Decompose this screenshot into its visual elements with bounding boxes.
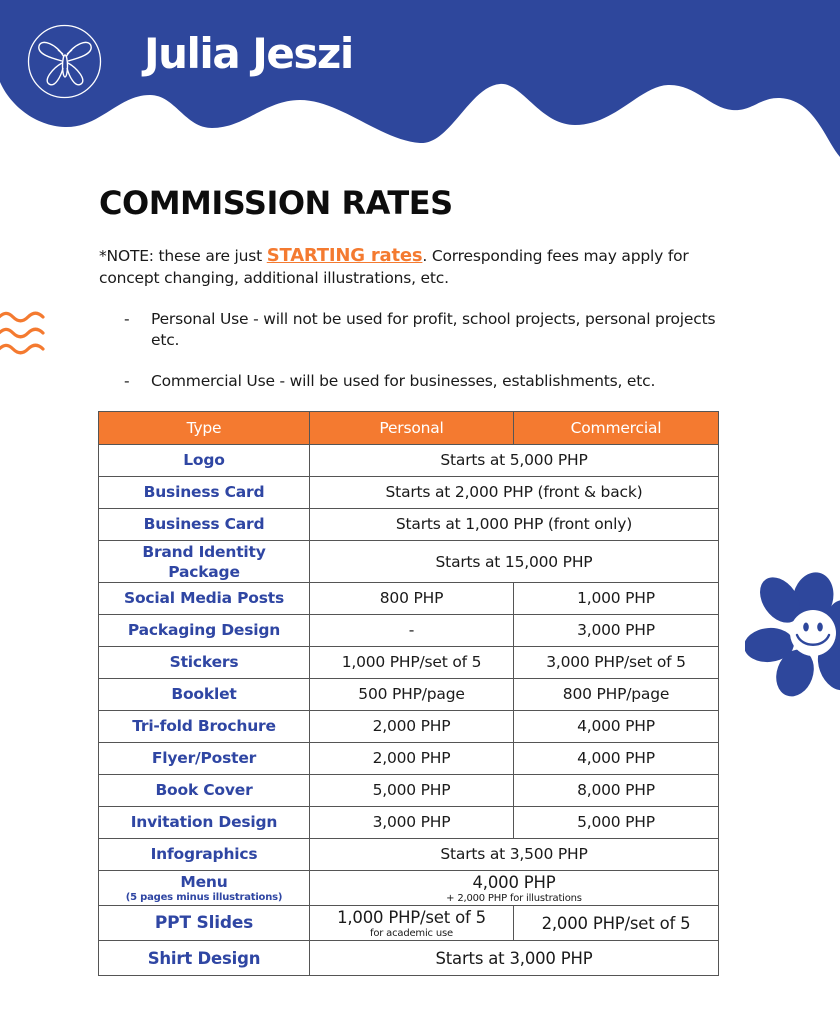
price-commercial: 4,000 PHP	[514, 743, 719, 775]
table-row	[99, 775, 719, 807]
service-type: Shirt Design	[99, 941, 310, 976]
price-commercial: 2,000 PHP/set of 5	[514, 906, 719, 941]
table-row	[99, 615, 719, 647]
note-highlight: STARTING rates	[266, 245, 423, 266]
price-personal: 800 PHP	[310, 583, 514, 615]
price-personal-cell	[310, 906, 514, 941]
brand-name: Julia Jeszi	[144, 29, 353, 78]
price-personal: -	[310, 615, 514, 647]
starting-rates-note	[99, 245, 749, 289]
price-commercial: 1,000 PHP	[514, 583, 719, 615]
table-row	[99, 871, 719, 906]
table-row	[99, 583, 719, 615]
price-note: for academic use	[370, 927, 453, 939]
service-type: Logo	[99, 445, 310, 477]
table-header-row	[99, 412, 719, 445]
note-suffix: . Corresponding fees may apply for concept changing, additional illustrations, etc.	[99, 247, 689, 287]
price-all-uses: Starts at 3,000 PHP	[310, 941, 719, 976]
table-row	[99, 906, 719, 941]
bullet-commercial-use	[99, 371, 739, 392]
banner-wave-shape	[0, 0, 840, 157]
bullet-text: Commercial Use - will be used for businesses, establishments, etc.	[151, 372, 656, 390]
price-all-uses: Starts at 3,500 PHP	[310, 839, 719, 871]
table-row	[99, 711, 719, 743]
price-personal: 1,000 PHP/set of 5	[337, 907, 486, 927]
price-commercial: 3,000 PHP/set of 5	[514, 647, 719, 679]
price-personal: 2,000 PHP	[310, 711, 514, 743]
price-note: + 2,000 PHP for illustrations	[446, 892, 582, 904]
price-personal: 3,000 PHP	[310, 807, 514, 839]
table-row	[99, 445, 719, 477]
price-personal: 500 PHP/page	[310, 679, 514, 711]
price-personal: 2,000 PHP	[310, 743, 514, 775]
service-type: Book Cover	[99, 775, 310, 807]
column-header-commercial: Commercial	[514, 412, 719, 445]
price-all-uses-cell	[310, 871, 719, 906]
butterfly-logo-icon	[27, 24, 102, 99]
bullet-personal-use	[99, 309, 739, 351]
service-type: Flyer/Poster	[99, 743, 310, 775]
bullet-text: Personal Use - will not be used for profit, school projects, personal projects etc.	[151, 310, 716, 349]
page-title: COMMISSION RATES	[99, 184, 453, 222]
service-type: Tri-fold Brochure	[99, 711, 310, 743]
table-row	[99, 679, 719, 711]
table-row	[99, 941, 719, 976]
service-type: Business Card	[99, 477, 310, 509]
service-type: Brand Identity Package	[99, 541, 310, 583]
bullet-dash: -	[124, 372, 130, 390]
price-all-uses: Starts at 15,000 PHP	[310, 541, 719, 583]
price-all-uses: Starts at 5,000 PHP	[310, 445, 719, 477]
commission-rates-table	[98, 411, 719, 976]
header-banner	[0, 0, 840, 170]
service-type-cell	[99, 871, 310, 906]
price-personal: 1,000 PHP/set of 5	[310, 647, 514, 679]
price-commercial: 8,000 PHP	[514, 775, 719, 807]
table-row	[99, 647, 719, 679]
price-commercial: 4,000 PHP	[514, 711, 719, 743]
price-personal: 5,000 PHP	[310, 775, 514, 807]
table-row	[99, 541, 719, 583]
price-commercial: 5,000 PHP	[514, 807, 719, 839]
table-row	[99, 509, 719, 541]
service-type: Business Card	[99, 509, 310, 541]
usage-definitions-list	[99, 309, 739, 412]
orange-waves-icon	[0, 310, 48, 358]
smiley-flower-icon	[745, 570, 840, 700]
column-header-type: Type	[99, 412, 310, 445]
price-all-uses: Starts at 1,000 PHP (front only)	[310, 509, 719, 541]
service-type: Packaging Design	[99, 615, 310, 647]
service-type: Booklet	[99, 679, 310, 711]
service-type: Invitation Design	[99, 807, 310, 839]
table-row	[99, 839, 719, 871]
price-all-uses: 4,000 PHP	[472, 872, 556, 892]
column-header-personal: Personal	[310, 412, 514, 445]
note-prefix: *NOTE: these are just	[99, 247, 267, 265]
table-row	[99, 807, 719, 839]
service-type: Infographics	[99, 839, 310, 871]
price-commercial: 3,000 PHP	[514, 615, 719, 647]
service-type-note: (5 pages minus illustrations)	[125, 892, 283, 903]
price-commercial: 800 PHP/page	[514, 679, 719, 711]
service-type: Social Media Posts	[99, 583, 310, 615]
bullet-dash: -	[124, 310, 130, 328]
service-type: Menu	[180, 873, 228, 891]
price-all-uses: Starts at 2,000 PHP (front & back)	[310, 477, 719, 509]
table-row	[99, 743, 719, 775]
service-type: PPT Slides	[99, 906, 310, 941]
table-row	[99, 477, 719, 509]
service-type: Stickers	[99, 647, 310, 679]
